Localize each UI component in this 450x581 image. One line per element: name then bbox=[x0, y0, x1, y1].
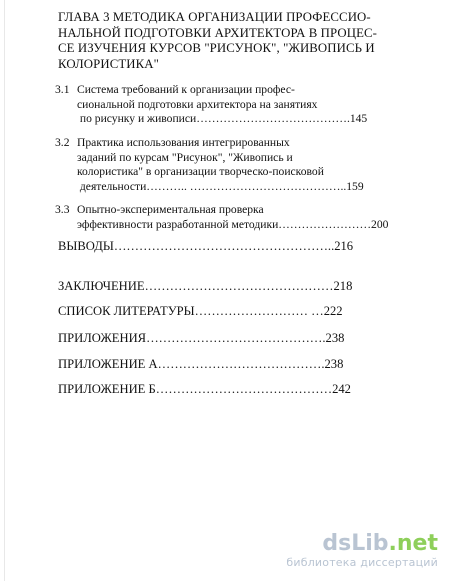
section-title-line: деятельности……….. …………………………………..159 bbox=[77, 179, 364, 193]
section-title-line: сиональной подготовки архитектора на занятиях bbox=[77, 97, 318, 111]
section-title-line: Опытно-экспериментальная проверка bbox=[77, 203, 264, 216]
section-title-line: по рисунку и живописи………………………………….145 bbox=[77, 112, 368, 125]
chapter-heading bbox=[58, 10, 378, 72]
section-title-line: заданий по курсам "Рисунок", "Живопись и bbox=[77, 150, 293, 164]
toc-section-3-2 bbox=[55, 136, 364, 194]
toc-conclusions: ВЫВОДЫ……………………………………………..216 bbox=[58, 239, 354, 253]
toc-summary: ЗАКЛЮЧЕНИЕ………………………………………218 bbox=[58, 279, 353, 293]
watermark-logo-text: dsLib bbox=[322, 531, 389, 556]
chapter-heading-line: СЕ ИЗУЧЕНИЯ КУРСОВ "РИСУНОК", "ЖИВОПИСЬ И bbox=[58, 41, 375, 55]
toc-appendix-a: ПРИЛОЖЕНИЕ А………………………………….238 bbox=[58, 357, 344, 371]
section-number: 3.2 bbox=[55, 136, 70, 149]
toc-appendices: ПРИЛОЖЕНИЯ…………………………………….238 bbox=[58, 331, 345, 345]
page-edge bbox=[4, 0, 5, 581]
section-number: 3.3 bbox=[55, 203, 70, 216]
toc-appendix-b: ПРИЛОЖЕНИЕ Б……………………………………242 bbox=[58, 382, 351, 396]
section-title-line: эффективности разработанной методики……………………200 bbox=[77, 217, 389, 231]
section-number: 3.1 bbox=[55, 83, 70, 96]
toc-section-3-1 bbox=[55, 83, 367, 127]
chapter-heading-line: КОЛОРИСТИКА" bbox=[58, 56, 159, 71]
watermark-logo bbox=[286, 532, 438, 556]
section-title-line: колористика" в организации творческо-поисковой bbox=[77, 165, 324, 178]
chapter-heading-line: НАЛЬНОЙ ПОДГОТОВКИ АРХИТЕКТОРА В ПРОЦЕС- bbox=[58, 25, 377, 40]
toc-references: СПИСОК ЛИТЕРАТУРЫ……………………… …222 bbox=[58, 304, 343, 318]
toc-section-3-3 bbox=[55, 203, 388, 232]
section-title-line: Система требований к организации профес- bbox=[77, 83, 295, 96]
watermark bbox=[286, 532, 438, 569]
chapter-heading-line: ГЛАВА 3 МЕТОДИКА ОРГАНИЗАЦИИ ПРОФЕССИО- bbox=[58, 10, 371, 24]
watermark-subtitle: библиотека диссертаций bbox=[286, 556, 438, 569]
section-title-line: Практика использования интегрированных bbox=[77, 136, 290, 149]
watermark-logo-domain: .net bbox=[388, 531, 438, 556]
